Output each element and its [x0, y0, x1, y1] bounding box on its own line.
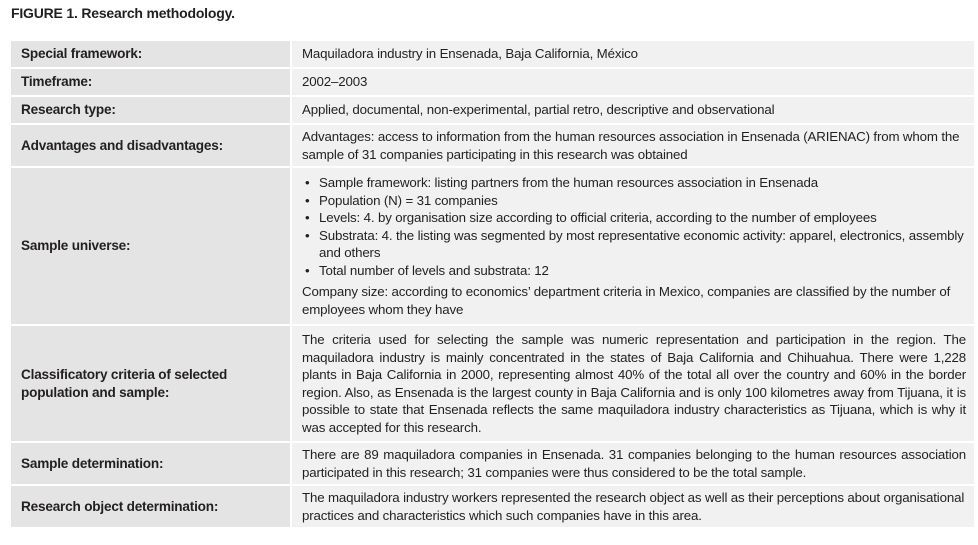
row-value: The criteria used for selecting the sample was numeric representation and participation in the region. The maquiladora industry is mainly concentrated in the states of Baja California and Chihuahua. There were 1,228 plants in Baja California in 2000, representing almost 40% of the total all over the country and 60% in the border region. Also, as Ensenada is the largest county in Baja California and is only 100 kilometres away from Tijuana, it is possible to state that Ensenada reflects the same maquiladora industry characteristics as Tijuana, which is why it was accepted for this research. — [292, 326, 974, 441]
row-value: 2002–2003 — [292, 69, 974, 95]
list-item: • Sample framework: listing partners from the human resources association in Ensenada — [302, 174, 966, 192]
table-row-special-framework — [11, 41, 974, 67]
table-row-sample-universe — [11, 168, 974, 324]
list-item: • Total number of levels and substrata: 12 — [302, 262, 966, 280]
table-row-research-object — [11, 486, 974, 527]
row-label: Advantages and disadvantages: — [11, 125, 290, 166]
figure-title: FIGURE 1. Research methodology. — [11, 5, 235, 21]
row-label: Timeframe: — [11, 69, 290, 95]
row-value: Applied, documental, non-experimental, partial retro, descriptive and observational — [292, 97, 974, 123]
row-label: Sample universe: — [11, 168, 290, 324]
list-item: • Levels: 4. by organisation size according to official criteria, according to the number of employees — [302, 209, 966, 227]
row-label: Sample determination: — [11, 443, 290, 484]
list-item: • Substrata: 4. the listing was segmented by most representative economic activity: apparel, electronics, assembly and others — [302, 227, 966, 262]
row-value: Maquiladora industry in Ensenada, Baja California, México — [292, 41, 974, 67]
row-value — [292, 168, 974, 324]
methodology-table — [11, 41, 974, 527]
table-row-advantages — [11, 125, 974, 166]
row-label: Research type: — [11, 97, 290, 123]
row-value: Advantages: access to information from the human resources association in Ensenada (ARIENAC) from whom the sample of 31 companies participating in this research was obtained — [292, 125, 974, 166]
row-label: Special framework: — [11, 41, 290, 67]
list-item: • Population (N) = 31 companies — [302, 192, 966, 210]
company-size-note: Company size: according to economics’ department criteria in Mexico, companies are classified by the number of employees whom they have — [302, 284, 951, 317]
row-value: There are 89 maquiladora companies in Ensenada. 31 companies belonging to the human resources association participated in this research; 31 companies were thus considered to be the total sample. — [292, 443, 974, 484]
row-label: Research object determination: — [11, 486, 290, 527]
row-label: Classificatory criteria of selected population and sample: — [11, 326, 290, 441]
row-value: The maquiladora industry workers represented the research object as well as their perceptions about organisational practices and characteristics which such companies have in this area. — [292, 486, 974, 527]
table-row-classificatory — [11, 326, 974, 441]
sample-universe-list — [302, 174, 966, 279]
table-row-research-type — [11, 97, 974, 123]
table-row-sample-determination — [11, 443, 974, 484]
table-row-timeframe — [11, 69, 974, 95]
